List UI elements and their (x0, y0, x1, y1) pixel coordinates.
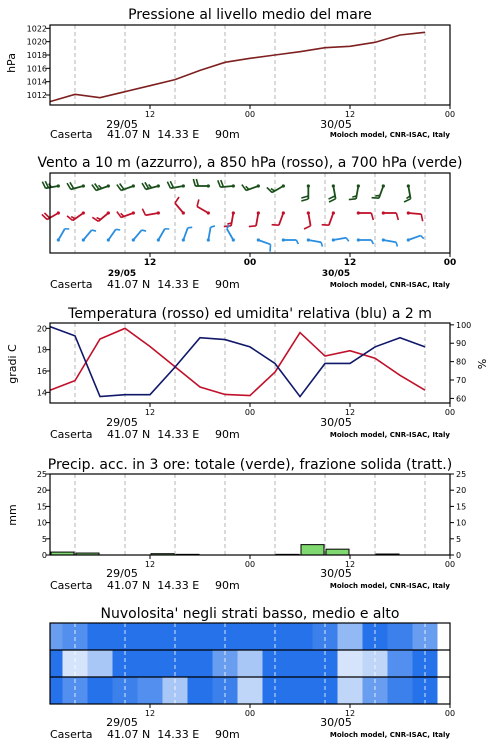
wind-barb (57, 229, 70, 242)
wind-barb-feather (170, 181, 173, 188)
y-tick-label: 90 (456, 339, 467, 349)
wind-barb (207, 226, 215, 242)
cloud-cell (388, 650, 413, 677)
wind-barb (132, 230, 146, 242)
wind-barb (407, 236, 424, 242)
precipitation-bar (301, 545, 324, 555)
wind-panel (37, 155, 462, 291)
wind-barb-feather (175, 197, 179, 203)
cloud-cell (138, 623, 163, 650)
wind-barb-feather (406, 196, 410, 199)
wind-barb-feather (211, 226, 215, 227)
wind-barb-shaft (356, 186, 358, 199)
wind-barb-shaft (333, 238, 346, 240)
wind-barb-feather (149, 184, 152, 187)
wind-barb-feather (193, 179, 195, 186)
cloud-cell (188, 650, 213, 677)
wind-barb (272, 211, 285, 225)
location-coords: 41.07 N 14.33 E (107, 428, 200, 441)
y-tick-label: 0 (456, 551, 462, 560)
wind-barb-feather (329, 199, 336, 202)
wind-barb-head (207, 211, 210, 214)
wind-barb-feather (249, 226, 256, 227)
wind-barb-head (157, 184, 160, 187)
date-label-2: 30/05 (320, 416, 352, 429)
cloud-cell (238, 650, 263, 677)
cloud-cell (238, 623, 263, 650)
y-tick-label: 0 (41, 551, 47, 560)
wind-barb (142, 209, 160, 216)
wind-barb-head (182, 211, 185, 214)
wind-barb-feather (116, 229, 120, 230)
wind-barb-feather (92, 230, 96, 231)
location-name: Caserta (50, 428, 93, 441)
wind-barb (157, 229, 170, 242)
wind-barb-shaft (158, 229, 165, 240)
x-tick-label: 00 (444, 709, 456, 718)
y-tick-label: 16 (36, 367, 47, 376)
wind-barb-feather (296, 240, 298, 244)
cloud-cell (138, 650, 163, 677)
date-label-1: 29/05 (106, 567, 138, 580)
wind-barb (357, 238, 374, 244)
cloud-cell (388, 677, 413, 704)
wind-barb-head (257, 184, 260, 187)
wind-barb-head (307, 184, 310, 187)
date-label-1: 29/05 (106, 416, 138, 429)
x-tick-label: 00 (444, 560, 456, 569)
wind-barb (257, 238, 271, 251)
wind-barb-head (332, 184, 335, 187)
wind-barb-shaft (73, 213, 84, 220)
cloud-cell (138, 677, 163, 704)
wind-barb (197, 199, 210, 214)
location-elevation: 90m (215, 579, 240, 592)
cloud-panel (50, 606, 455, 741)
wind-barb-shaft (146, 213, 159, 215)
wind-barb (67, 211, 85, 220)
temperature-title: Temperatura (rosso) ed umidita' relativa (blu) a 2 m (68, 306, 432, 322)
wind-barb-feather (349, 199, 356, 200)
y-tick-label: 25 (456, 470, 467, 479)
wind-barb-head (157, 211, 160, 214)
wind-barb-feather (304, 226, 311, 229)
wind-barb-head (107, 238, 110, 241)
wind-barb (349, 184, 360, 199)
pressure-ylabel: hPa (5, 53, 18, 73)
wind-barb-shaft (256, 213, 258, 226)
y-tick-label: 5 (456, 534, 462, 544)
location-name: Caserta (50, 128, 93, 141)
x-tick-label: 00 (244, 560, 256, 569)
x-tick-label: 00 (443, 258, 457, 268)
wind-barb-feather (196, 179, 198, 186)
wind-barb-feather (396, 213, 398, 220)
location-elevation: 90m (215, 278, 240, 291)
wind-barb-head (257, 238, 260, 241)
wind-barb-feather (270, 244, 271, 251)
date-label-1: 29/05 (107, 269, 137, 279)
cloud-cell (288, 677, 313, 704)
wind-barb-feather (346, 238, 349, 242)
wind-barb-head (57, 184, 60, 187)
wind-barb (42, 181, 60, 188)
y-tick-label: 18 (36, 345, 47, 355)
wind-barb-shaft (272, 186, 283, 193)
y-tick-label: 5 (41, 534, 47, 544)
wind-barb-head (307, 211, 310, 214)
cloud-cell (88, 677, 113, 704)
wind-barb-shaft (133, 230, 141, 240)
x-tick-label: 12 (343, 258, 357, 268)
wind-barb-feather (45, 181, 48, 188)
location-name: Caserta (50, 579, 93, 592)
x-tick-label: 12 (344, 110, 356, 119)
wind-barb-feather (99, 185, 102, 188)
wind-barb (267, 184, 285, 192)
x-tick-label: 12 (344, 560, 356, 569)
wind-barb-head (357, 211, 360, 214)
cloud-cell (388, 623, 413, 650)
wind-barb-feather (371, 213, 373, 220)
wind-barb-head (232, 184, 235, 187)
wind-barb-shaft (279, 213, 283, 225)
wind-barb-feather (329, 196, 336, 199)
wind-barb-head (282, 184, 285, 187)
precipitation-plot-frame (50, 474, 450, 555)
wind-barb-head (82, 238, 85, 241)
wind-barb-feather (301, 199, 308, 201)
wind-barb-shaft (408, 236, 420, 240)
wind-barb-shaft (175, 203, 183, 213)
wind-barb-feather (188, 227, 192, 228)
wind-barb-head (107, 211, 110, 214)
cloud-cell (338, 677, 363, 704)
location-elevation: 90m (215, 728, 240, 741)
wind-barb (332, 238, 349, 242)
wind-barb-feather (218, 180, 221, 187)
wind-barb (107, 229, 120, 241)
wind-barb-shaft (98, 213, 108, 221)
wind-barb (329, 184, 336, 202)
wind-barb-feather (301, 196, 308, 198)
wind-barb-shaft (58, 229, 65, 240)
temperature-line (50, 328, 425, 395)
y-tick-label: 100 (456, 320, 472, 330)
wind-barb-head (207, 238, 210, 241)
wind-barb-head (382, 184, 385, 187)
wind-barb-feather (221, 180, 224, 187)
location-coords: 41.07 N 14.33 E (107, 278, 200, 291)
cloud-cell (88, 650, 113, 677)
x-tick-label: 12 (144, 709, 156, 718)
temperature-panel (6, 306, 489, 441)
wind-barb-shaft (379, 186, 383, 198)
cloud-cell (288, 623, 313, 650)
wind-barb (307, 238, 323, 246)
wind-barb (382, 238, 398, 246)
wind-barb-shaft (408, 213, 421, 214)
wind-barb-shaft (227, 229, 234, 240)
x-tick-label: 12 (143, 258, 157, 268)
wind-barb-head (107, 184, 110, 187)
location-name: Caserta (50, 728, 93, 741)
wind-barb (407, 211, 423, 221)
date-label-2: 30/05 (320, 716, 352, 729)
wind-barb (282, 238, 299, 244)
cloud-cell (88, 623, 113, 650)
wind-barb-head (82, 184, 85, 187)
wind-barb-head (132, 184, 135, 187)
model-credit: Moloch model, CNR-ISAC, Italy (329, 281, 450, 289)
wind-barb-head (282, 211, 285, 214)
y-tick-label: 70 (456, 376, 467, 386)
wind-footer (50, 269, 450, 291)
wind-barb-feather (421, 236, 424, 239)
pressure-title: Pressione al livello medio del mare (128, 7, 372, 23)
x-tick-label: 00 (244, 408, 256, 417)
model-credit: Moloch model, CNR-ISAC, Italy (329, 431, 450, 439)
wind-barb-head (357, 238, 360, 241)
wind-barb-head (57, 238, 60, 241)
wind-barb-head (382, 238, 385, 241)
wind-barb (227, 225, 235, 242)
y-tick-label: 1020 (26, 37, 47, 47)
humidity-ylabel: % (476, 358, 489, 370)
wind-barb-shaft (308, 240, 321, 242)
precipitation-title: Precip. acc. in 3 ore: totale (verde), frazione solida (tratt.) (47, 457, 453, 473)
wind-barb-head (207, 184, 210, 187)
y-tick-label: 14 (36, 388, 47, 398)
precipitation-bar (326, 549, 349, 555)
date-label-1: 29/05 (106, 118, 138, 131)
cloud-cell (188, 623, 213, 650)
precipitation-footer (50, 567, 450, 592)
wind-barb-feather (142, 230, 146, 231)
x-tick-label: 00 (244, 110, 256, 119)
y-tick-label: 80 (456, 357, 467, 367)
pressure-plot-frame (50, 25, 450, 105)
wind-barb-head (132, 238, 135, 241)
wind-barb (92, 184, 110, 191)
location-elevation: 90m (215, 428, 240, 441)
wind-barb (167, 181, 185, 188)
y-tick-label: 1016 (26, 64, 47, 74)
x-tick-label: 12 (144, 408, 156, 417)
cloud-cell (338, 650, 363, 677)
y-tick-label: 20 (36, 486, 47, 496)
location-coords: 41.07 N 14.33 E (107, 579, 200, 592)
cloud-cell (50, 650, 63, 677)
wind-barb (175, 197, 185, 215)
cloud-cell (238, 677, 263, 704)
wind-barb (117, 184, 135, 191)
wind-barb (301, 184, 310, 201)
temperature-ylabel: gradi C (6, 344, 19, 384)
wind-barb-head (307, 238, 310, 241)
wind-barb (304, 211, 311, 229)
wind-barb-feather (121, 213, 124, 216)
wind-barb (67, 182, 85, 189)
x-tick-label: 12 (344, 709, 356, 718)
wind-title: Vento a 10 m (azzurro), a 850 hPa (rosso), a 700 hPa (verde) (37, 155, 463, 171)
wind-barb-head (357, 184, 360, 187)
wind-barb-feather (167, 182, 170, 189)
wind-barb-feather (272, 225, 279, 226)
pressure-line (50, 32, 425, 101)
y-tick-label: 10 (456, 518, 467, 528)
x-tick-label: 12 (144, 110, 156, 119)
wind-barb-shaft (308, 213, 310, 226)
wind-barb-feather (322, 225, 329, 226)
wind-barb (117, 211, 135, 217)
wind-barb-feather (371, 240, 373, 244)
y-tick-label: 10 (36, 518, 47, 528)
y-tick-label: 25 (36, 470, 47, 479)
x-tick-label: 00 (244, 709, 256, 718)
wind-barb (372, 184, 385, 198)
wind-barb-head (407, 211, 410, 214)
wind-barb (42, 211, 60, 219)
wind-barb-feather (142, 209, 145, 216)
location-coords: 41.07 N 14.33 E (107, 128, 200, 141)
model-credit: Moloch model, CNR-ISAC, Italy (329, 131, 450, 139)
wind-barb-shaft (329, 213, 333, 225)
wind-barb (322, 211, 335, 225)
precipitation-ylabel: mm (6, 504, 19, 526)
cloud-cell (288, 650, 313, 677)
x-tick-label: 12 (344, 408, 356, 417)
wind-barb-head (232, 211, 235, 214)
wind-barb-shaft (83, 230, 91, 240)
x-tick-label: 00 (444, 408, 456, 417)
wind-barb-shaft (383, 240, 396, 242)
pressure-footer (50, 118, 450, 141)
wind-barb (382, 211, 399, 220)
y-tick-label: 60 (456, 394, 467, 404)
y-tick-label: 1012 (26, 91, 47, 100)
temperature-footer (50, 416, 450, 441)
wind-barb-head (57, 211, 60, 214)
y-tick-label: 15 (36, 502, 47, 512)
wind-barb-shaft (183, 228, 187, 240)
wind-barb-feather (321, 242, 322, 246)
wind-barb-head (332, 211, 335, 214)
wind-barb-feather (97, 218, 101, 220)
x-tick-label: 12 (144, 560, 156, 569)
wind-barb-feather (396, 242, 397, 246)
wind-barb (182, 227, 192, 241)
model-credit: Moloch model, CNR-ISAC, Italy (329, 582, 450, 590)
wind-barb (357, 211, 374, 220)
wind-barb-feather (246, 186, 249, 189)
wind-barb-shaft (108, 229, 115, 240)
model-credit: Moloch model, CNR-ISAC, Italy (329, 731, 450, 739)
wind-barb-feather (404, 199, 411, 202)
cloud-cell (188, 677, 213, 704)
date-label-2: 30/05 (320, 567, 352, 580)
wind-barb-head (182, 238, 185, 241)
wind-barb-shaft (231, 213, 233, 226)
wind-barb-head (132, 211, 135, 214)
cloud-cell (338, 623, 363, 650)
y-tick-label: 1022 (26, 24, 47, 34)
wind-barb (142, 182, 160, 189)
wind-barb-head (407, 238, 410, 241)
wind-barb-shaft (197, 207, 208, 214)
y-tick-label: 20 (456, 486, 467, 496)
wind-barb (218, 180, 235, 188)
cloud-cell (50, 623, 63, 650)
wind-barb-feather (421, 214, 422, 221)
wind-barb-head (157, 238, 160, 241)
cloud-title: Nuvolosita' negli strati basso, medio e alto (100, 606, 400, 622)
date-label-1: 29/05 (106, 716, 138, 729)
cloud-cell (50, 677, 63, 704)
wind-barb-head (182, 184, 185, 187)
location-name: Caserta (50, 278, 93, 291)
location-elevation: 90m (215, 128, 240, 141)
location-coords: 41.07 N 14.33 E (107, 728, 200, 741)
date-label-2: 30/05 (321, 269, 351, 279)
precipitation-panel (6, 457, 466, 592)
wind-barb-head (82, 211, 85, 214)
pressure-panel (5, 7, 455, 141)
x-tick-label: 00 (444, 110, 456, 119)
wind-barb-shaft (258, 240, 270, 244)
wind-barb-feather (271, 189, 275, 191)
cloud-footer (50, 716, 450, 741)
date-label-2: 30/05 (320, 118, 352, 131)
wind-barb (404, 184, 411, 202)
wind-barb (242, 184, 260, 190)
x-tick-label: 00 (243, 258, 257, 268)
wind-barb-head (382, 211, 385, 214)
wind-barb-head (407, 184, 410, 187)
wind-barb-head (332, 238, 335, 241)
wind-barb-feather (375, 195, 379, 196)
wind-barb-feather (197, 199, 199, 206)
wind-barb-head (232, 238, 235, 241)
wind-barb-feather (117, 212, 121, 218)
y-tick-label: 20 (36, 324, 47, 334)
wind-barb-feather (42, 182, 45, 189)
y-tick-label: 1018 (26, 51, 47, 60)
wind-barb (82, 230, 96, 242)
wind-barb-head (282, 238, 285, 241)
wind-barb (249, 211, 260, 226)
wind-barb-shaft (208, 227, 210, 240)
y-tick-label: 1014 (26, 77, 47, 87)
wind-barb (193, 179, 210, 188)
wind-barb (92, 211, 110, 221)
wind-barb-feather (242, 185, 246, 191)
wind-barb-feather (372, 198, 379, 199)
y-tick-label: 15 (456, 502, 467, 512)
wind-barb-head (257, 211, 260, 214)
